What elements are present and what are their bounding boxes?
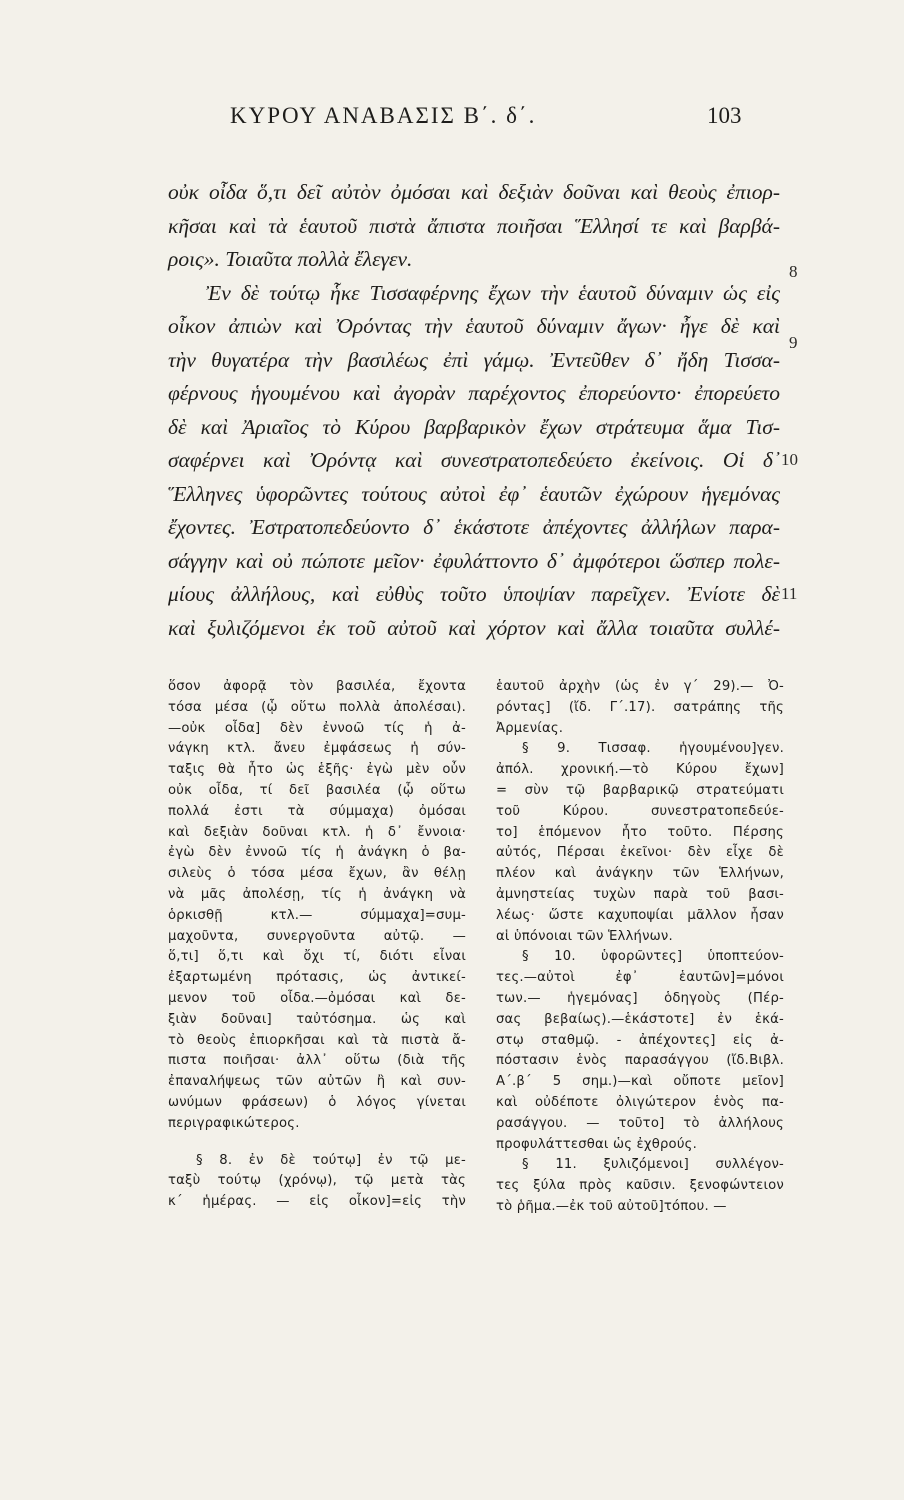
note-line: Α΄.β΄ 5 σημ.)—καὶ οὔποτε μεῖον]	[496, 1074, 784, 1090]
text-line: Ἕλληνες ὑφορῶντες τούτους αὐτοὶ ἐφ᾽ ἑαυτῶν ἐχώρουν ἡγεμόνας	[168, 481, 780, 506]
note-line: = σὺν τῷ βαρβαρικῷ στρατεύματι	[496, 782, 784, 798]
section-number: 11	[781, 584, 798, 603]
note-line: τόσα μέσα (ᾧ οὕτω πολλὰ ἀπολέσαι).	[168, 699, 466, 715]
note-line: οὐκ οἶδα, τί δεῖ βασιλέα (ᾧ οὕτω	[168, 782, 466, 798]
note-line: § 10. ὑφορῶντες] ὑποπτεύον-	[522, 949, 784, 965]
running-title: ΚΥΡΟΥ ΑΝΑΒΑΣΙΣ Β΄. δ΄.	[230, 103, 537, 128]
note-line: πόστασιν ἑνὸς παρασάγγου (ἴδ.Βιβλ.	[496, 1053, 784, 1069]
note-line: § 8. ἐν δὲ τούτῳ] ἐν τῷ με-	[196, 1152, 466, 1168]
note-line: μενον τοῦ οἶδα.—ὀμόσαι καὶ δε-	[168, 990, 466, 1006]
note-line: ξιὰν δοῦναι] ταὐτόσημα. ὡς καὶ	[168, 1011, 466, 1027]
note-line: ἐγὼ δὲν ἐννοῶ τίς ἡ ἀνάγκη ὁ βα-	[168, 845, 466, 861]
text-line: οὐκ οἶδα ὅ,τι δεῖ αὐτὸν ὀμόσαι καὶ δεξιὰν δοῦναι καὶ θεοὺς ἐπιορ-	[168, 180, 780, 204]
section-number: 10	[781, 450, 798, 469]
note-line: τες.—αὐτοὶ ἐφ᾽ ἑαυτῶν]=μόνοι	[496, 970, 784, 986]
note-line: ἐπαναλήψεως τῶν αὐτῶν ἢ καὶ συν-	[168, 1074, 466, 1090]
text-line: τὴν θυγατέρα τὴν βασιλέως ἐπὶ γάμῳ. Ἐντεῦθεν δ᾽ ἤδη Τισσα-	[168, 347, 780, 372]
text-line: κῆσαι καὶ τὰ ἑαυτοῦ πιστὰ ἄπιστα ποιῆσαι Ἕλλησί τε καὶ βαρβά-	[168, 213, 780, 238]
note-line: § 9. Τισσαφ. ἡγουμένου]γεν.	[522, 741, 784, 757]
text-line: οἶκον ἀπιὼν καὶ Ὀρόντας τὴν ἑαυτοῦ δύναμιν ἄγων· ἦγε δὲ καὶ	[168, 314, 780, 338]
note-line: αἱ ὑπόνοιαι τῶν Ἑλλήνων.	[496, 928, 673, 944]
note-line: —οὐκ οἶδα] δὲν ἐννοῶ τίς ἡ ἀ-	[168, 720, 466, 736]
note-line: ρασάγγου. — τοῦτο] τὸ ἀλλήλους	[496, 1115, 784, 1131]
note-line: Ἀρμενίας.	[496, 720, 564, 736]
text-line: σαφέρνει καὶ Ὀρόντᾳ καὶ συνεστρατοπεδεύετο ἐκείνοις. Οἱ δ᾽	[168, 448, 780, 472]
note-line: τες ξύλα πρὸς καῦσιν. ξενοφώντειον	[496, 1178, 784, 1194]
text-line: Ἐν δὲ τούτῳ ἧκε Τισσαφέρνης ἔχων τὴν ἑαυτοῦ δύναμιν ὡς εἰς	[206, 280, 780, 305]
main-greek-text	[168, 176, 780, 645]
note-line: το] ἑπόμενον ἦτο τοῦτο. Πέρσης	[496, 824, 784, 840]
note-line: ταξὺ τούτῳ (χρόνῳ), τῷ μετὰ τὰς	[168, 1173, 466, 1189]
note-line: κ΄ ἡμέρας. — εἰς οἶκον]=εἰς τὴν	[168, 1194, 466, 1210]
commentary-left-column	[168, 677, 466, 1213]
text-line: ἔχοντες. Ἐστρατοπεδεύοντο δ᾽ ἑκάστοτε ἀπέχοντες ἀλλήλων παρα-	[168, 515, 780, 539]
text-line: σάγγην καὶ οὐ πώποτε μεῖον· ἐφυλάττοντο δ᾽ ἀμφότεροι ὥσπερ πολε-	[168, 548, 780, 573]
note-line: καὶ οὐδέποτε ὀλιγώτερον ἑνὸς πα-	[496, 1094, 784, 1110]
note-line: μαχοῦντα, συνεργοῦντα αὐτῷ. —	[168, 928, 466, 944]
text-line: ροις». Τοιαῦτα πολλὰ ἔλεγεν.	[168, 247, 413, 271]
note-line: ταξις θὰ ἦτο ὡς ἑξῆς· ἐγὼ μὲν οὖν	[168, 762, 466, 778]
note-line: των.— ἡγεμόνας] ὁδηγοὺς (Πέρ-	[496, 990, 784, 1006]
note-line: πιστα ποιῆσαι· ἀλλ᾽ οὕτω (διὰ τῆς	[168, 1053, 466, 1069]
text-line: φέρνους ἡγουμένου καὶ ἀγορὰν παρέχοντος ἐπορεύοντο· ἐπορεύετο	[168, 381, 780, 405]
note-line: σας βεβαίως).—ἑκάστοτε] ἐν ἑκά-	[496, 1011, 784, 1027]
note-line: καὶ δεξιὰν δοῦναι κτλ. ἡ δ᾽ ἔννοια·	[168, 824, 466, 840]
note-line: ἀπόλ. χρονική.—τὸ Κύρου ἔχων]	[496, 762, 784, 778]
note-line: προφυλάττεσθαι ὡς ἐχθρούς.	[496, 1136, 697, 1152]
note-line: πλέον καὶ ἀνάγκην τῶν Ἑλλήνων,	[496, 866, 784, 882]
page-header	[0, 103, 904, 143]
note-line: ωνύμων φράσεων) ὁ λόγος γίνεται	[168, 1094, 466, 1110]
note-line: ἐξαρτωμένη πρότασις, ὡς ἀντικεί-	[168, 970, 466, 986]
note-line: τὸ ῥῆμα.—ἐκ τοῦ αὐτοῦ]τόπου. —	[496, 1198, 727, 1214]
note-line: ὅσον ἀφορᾷ τὸν βασιλέα, ἔχοντα	[168, 679, 466, 694]
note-line: στῳ σταθμῷ. - ἀπέχοντες] εἰς ἀ-	[496, 1032, 784, 1048]
note-line: ἑαυτοῦ ἀρχὴν (ὡς ἐν γ΄ 29).— Ὀ-	[496, 679, 784, 694]
text-line: καὶ ξυλιζόμενοι ἐκ τοῦ αὐτοῦ καὶ χόρτον καὶ ἄλλα τοιαῦτα συλλέ-	[168, 615, 780, 640]
note-line: ρόντας] (ἴδ. Γ΄.17). σατράπης τῆς	[496, 699, 784, 715]
note-line: περιγραφικώτερος.	[168, 1115, 300, 1131]
page-number: 103	[707, 103, 742, 128]
note-line: § 11. ξυλιζόμενοι] συλλέγον-	[522, 1157, 784, 1173]
note-line: τὸ θεοὺς ἐπιορκῆσαι καὶ τὰ πιστὰ ἄ-	[168, 1032, 466, 1048]
section-number: 8	[789, 262, 798, 281]
note-line: τοῦ Κύρου. συνεστρατοπεδεύε-	[496, 803, 784, 819]
note-line: ἀμνηστείας τυχὼν παρὰ τοῦ βασι-	[496, 886, 784, 902]
text-line: δὲ καὶ Ἀριαῖος τὸ Κύρου βαρβαρικὸν ἔχων στράτευμα ἅμα Τισ-	[168, 414, 780, 439]
text-line: μίους ἀλλήλους, καὶ εὐθὺς τοῦτο ὑποψίαν παρεῖχεν. Ἐνίοτε δὲ	[168, 582, 780, 606]
note-line: ὁρκισθῇ κτλ.— σύμμαχα]=συμ-	[168, 907, 466, 923]
section-number: 9	[789, 333, 798, 352]
note-line: ὅ,τι] ὅ,τι καὶ ὄχι τί, διότι εἶναι	[168, 949, 466, 965]
commentary-right-column	[496, 677, 784, 1218]
note-line: σιλεὺς ὁ τόσα μέσα ἔχων, ἂν θέλῃ	[168, 866, 466, 882]
note-line: νάγκη κτλ. ἄνευ ἐμφάσεως ἡ σύν-	[168, 741, 466, 757]
note-line: πολλά ἐστι τὰ σύμμαχα) ὀμόσαι	[168, 803, 466, 819]
note-line: νὰ μᾶς ἀπολέσῃ, τίς ἡ ἀνάγκη νὰ	[168, 886, 466, 902]
note-line: λέως· ὥστε καχυποψίαι μᾶλλον ἦσαν	[496, 907, 784, 923]
note-line: αὐτός, Πέρσαι ἐκεῖνοι· δὲν εἶχε δὲ	[496, 845, 784, 861]
